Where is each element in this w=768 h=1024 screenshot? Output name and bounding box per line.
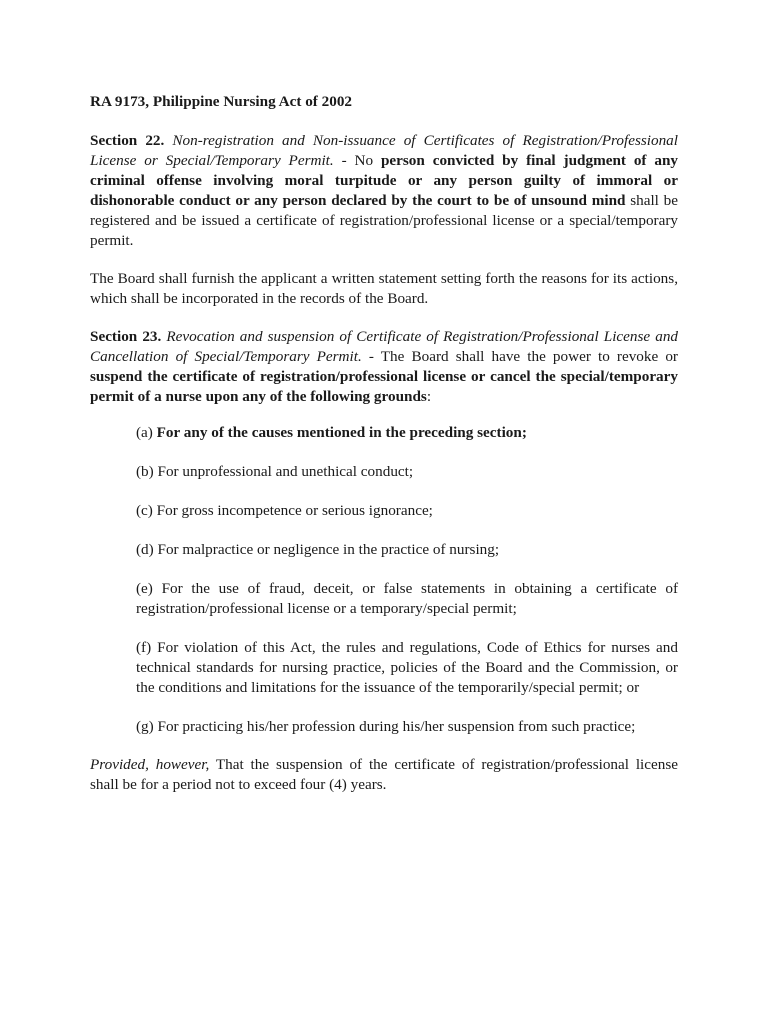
ground-a: [136, 423, 678, 443]
section-23-paragraph: [90, 327, 678, 407]
section-23-lead: - The Board shall have the power to revoke or: [361, 348, 678, 365]
ground-a-text: For any of the causes mentioned in the preceding section;: [156, 424, 527, 441]
section-23-label: Section 23.: [90, 328, 162, 345]
ground-a-prefix: (a): [136, 424, 157, 441]
proviso-paragraph: [90, 755, 678, 795]
document-title: RA 9173, Philippine Nursing Act of 2002: [90, 93, 353, 110]
section-22-heading: Non-registration and Non-issuance of Certificates of Registration/Professional License or Special/Temporary Permit.: [90, 132, 678, 169]
ground-f: (f) For violation of this Act, the rules and regulations, Code of Ethics for nurses and technical standards for nursing practice, policies of the Board and the Commission, or the conditions and limitations for the issuance of the temporarily/special permit; or: [136, 639, 678, 696]
ground-c: (c) For gross incompetence or serious ignorance;: [136, 502, 433, 519]
proviso-italic: Provided, however,: [90, 756, 210, 773]
section-22-bold-text: person convicted by final judgment of any criminal offense involving moral turpitude or any person guilty of immoral or dishonorable conduct or any person declared by the court to be of unsound mind: [90, 152, 679, 209]
ground-d: (d) For malpractice or negligence in the practice of nursing;: [136, 541, 500, 558]
section-23-tail: :: [426, 388, 432, 405]
section-22-lead: - No: [333, 152, 381, 169]
ground-e: (e) For the use of fraud, deceit, or false statements in obtaining a certificate of registration/professional license or a temporary/special permit;: [136, 580, 678, 617]
board-paragraph: The Board shall furnish the applicant a written statement setting forth the reasons for its actions, which shall be incorporated in the records of the Board.: [90, 270, 678, 307]
section-22-paragraph: [90, 131, 678, 251]
ground-g: (g) For practicing his/her profession during his/her suspension from such practice;: [136, 718, 636, 735]
section-22-label: Section 22.: [90, 132, 165, 149]
ground-b: (b) For unprofessional and unethical conduct;: [136, 463, 414, 480]
section-22-tail: shall be registered and be issued a certificate of registration/professional license or a special/temporary permit.: [90, 192, 678, 249]
section-23-heading: Revocation and suspension of Certificate of Registration/Professional License and Cancellation of Special/Temporary Permit.: [90, 328, 679, 365]
section-23-bold-text: suspend the certificate of registration/professional license or cancel the special/temporary permit of a nurse upon any of the following grounds: [90, 368, 678, 405]
document-body: [90, 92, 678, 813]
proviso-text: That the suspension of the certificate of registration/professional license shall be for a period not to exceed four (4) years.: [90, 756, 678, 793]
